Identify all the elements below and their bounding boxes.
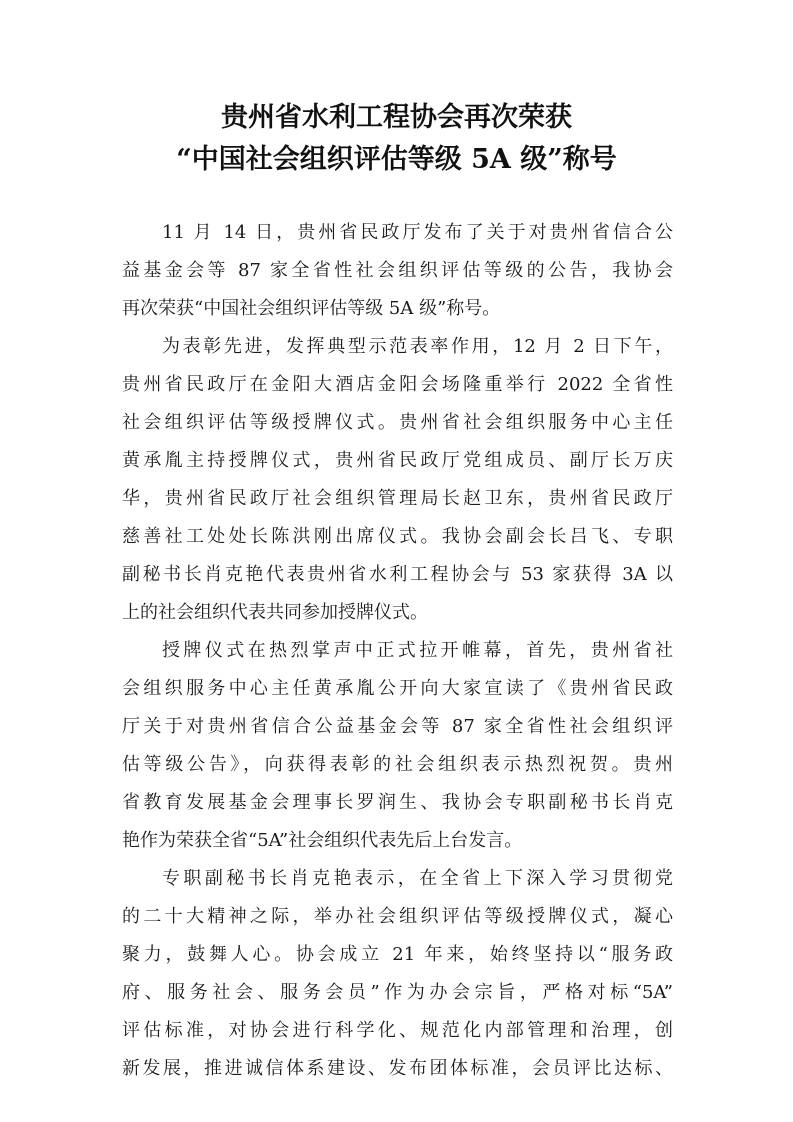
body-line: 益基金会等 87 家全省性社会组织评估等级的公告，我协会 bbox=[122, 260, 673, 281]
body-line: 授牌仪式在热烈掌声中正式拉开帷幕，首先，贵州省社 bbox=[162, 640, 673, 661]
body-line: 贵州省民政厅在金阳大酒店金阳会场隆重举行 2022 全省性 bbox=[122, 374, 673, 395]
body-line: 上的社会组织代表共同参加授牌仪式。 bbox=[122, 602, 428, 623]
body-line: 华，贵州省民政厅社会组织管理局长赵卫东，贵州省民政厅 bbox=[122, 488, 673, 509]
body-line: 艳作为荣获全省“5A”社会组织代表先后上台发言。 bbox=[122, 830, 523, 851]
body-line: 慈善社工处处长陈洪刚出席仪式。我协会副会长吕飞、专职 bbox=[122, 526, 673, 547]
body-line: 厅关于对贵州省信合公益基金会等 87 家全省性社会组织评 bbox=[122, 716, 673, 737]
body-line: 的二十大精神之际，举办社会组织评估等级授牌仪式，凝心 bbox=[122, 906, 673, 927]
body-line: 副秘书长肖克艳代表贵州省水利工程协会与 53 家获得 3A 以 bbox=[122, 564, 673, 585]
body-line: 11 月 14 日，贵州省民政厅发布了关于对贵州省信合公 bbox=[162, 222, 673, 243]
body-line: 社会组织评估等级授牌仪式。贵州省社会组织服务中心主任 bbox=[122, 412, 673, 433]
body-line: 聚力，鼓舞人心。协会成立 21 年来，始终坚持以“服务政 bbox=[122, 944, 673, 965]
body-line: 新发展，推进诚信体系建设、发布团体标准，会员评比达标、 bbox=[122, 1058, 673, 1079]
body-line: 再次荣获“中国社会组织评估等级 5A 级”称号。 bbox=[122, 298, 501, 319]
body-line: 黄承胤主持授牌仪式，贵州省民政厅党组成员、副厅长万庆 bbox=[122, 450, 673, 471]
body-line: 会组织服务中心主任黄承胤公开向大家宣读了《贵州省民政 bbox=[122, 678, 673, 699]
title-line-2: “中国社会组织评估等级 5A 级”称号 bbox=[176, 144, 617, 175]
title-line-1: 贵州省水利工程协会再次荣获 bbox=[221, 102, 572, 133]
body-line: 专职副秘书长肖克艳表示，在全省上下深入学习贯彻党 bbox=[162, 868, 673, 889]
body-line: 府、服务社会、服务会员”作为办会宗旨，严格对标“5A” bbox=[122, 982, 673, 1003]
body-line: 为表彰先进，发挥典型示范表率作用，12 月 2 日下午， bbox=[162, 336, 673, 357]
body-line: 省教育发展基金会理事长罗润生、我协会专职副秘书长肖克 bbox=[122, 792, 673, 813]
body-line: 评估标准，对协会进行科学化、规范化内部管理和治理，创 bbox=[122, 1020, 673, 1041]
body-line: 估等级公告》，向获得表彰的社会组织表示热烈祝贺。贵州 bbox=[122, 754, 673, 775]
